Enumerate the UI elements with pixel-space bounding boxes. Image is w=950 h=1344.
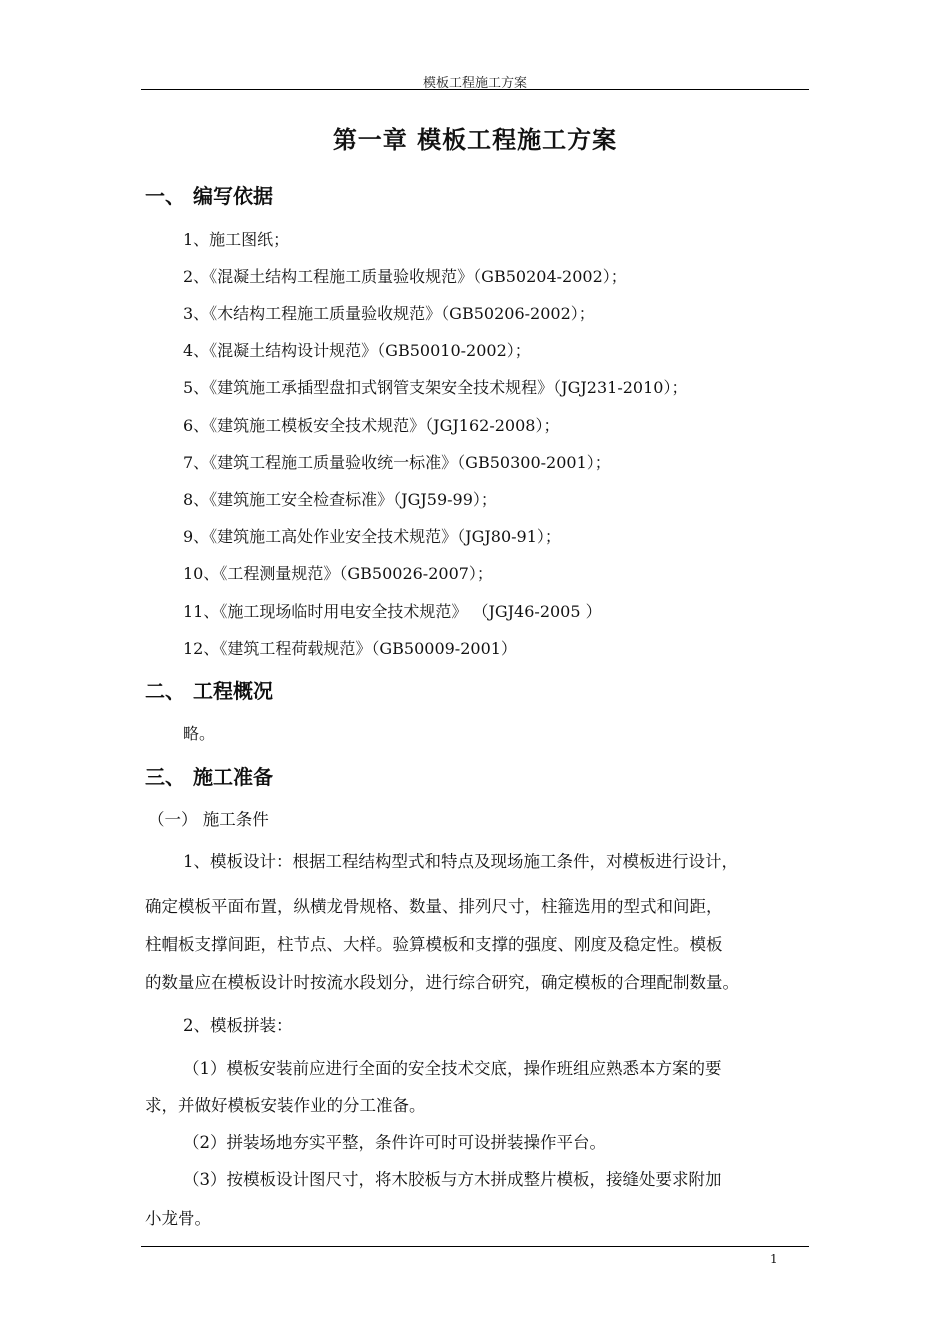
list-item: 2、《混凝土结构工程施工质量验收规范》（GB50204-2002）； [183,267,627,286]
section-number: 三、 [145,765,185,789]
section-title: 编写依据 [193,184,273,208]
list-item: 12、《建筑工程荷载规范》（GB50009-2001） [183,639,517,658]
paragraph-line: 的数量应在模板设计时按流水段划分，进行综合研究，确定模板的合理配制数量。 [145,973,739,992]
paragraph-line: 确定模板平面布置，纵横龙骨规格、数量、排列尺寸，柱箍选用的型式和间距， [145,897,723,916]
chapter-title: 第一章 模板工程施工方案 [332,126,618,154]
header-rule [141,89,809,90]
paragraph: 2、模板拼装： [183,1016,293,1035]
list-item: 5、《建筑施工承插型盘扣式钢管支架安全技术规程》（JGJ231-2010）； [183,378,688,397]
section-number: 二、 [145,679,185,703]
paragraph-line: 求，并做好模板安装作业的分工准备。 [145,1096,426,1115]
running-header: 模板工程施工方案 [422,76,527,91]
list-item: 10、《工程测量规范》（GB50026-2007）； [183,564,493,583]
section-heading-1 [145,180,273,209]
section-number: 一、 [145,184,185,208]
list-item: 6、《建筑施工模板安全技术规范》（JGJ162-2008）； [183,416,560,435]
paragraph-line: 1、模板设计：根据工程结构型式和特点及现场施工条件，对模板进行设计， [183,852,738,871]
section-heading-3 [145,761,273,790]
section-title: 工程概况 [193,679,273,703]
list-item: 4、《混凝土结构设计规范》（GB50010-2002）； [183,341,531,360]
list-item: 3、《木结构工程施工质量验收规范》（GB50206-2002）； [183,304,595,323]
list-item: 1、施工图纸； [183,230,290,249]
section-title: 施工准备 [193,765,273,789]
footer-rule [141,1246,809,1247]
list-item: 11、《施工现场临时用电安全技术规范》 （JGJ46-2005 ） [183,602,602,621]
section-heading-2 [145,675,273,704]
paragraph: （2）拼装场地夯实平整，条件许可时可设拼装操作平台。 [183,1133,606,1152]
subsection-heading: （一） 施工条件 [148,810,269,829]
list-item: 8、《建筑施工安全检查标准》（JGJ59-99）； [183,490,497,509]
list-item: 7、《建筑工程施工质量验收统一标准》（GB50300-2001）； [183,453,611,472]
page-number: 1 [770,1252,778,1266]
paragraph-line: 小龙骨。 [145,1209,211,1228]
paragraph-line: （1）模板安装前应进行全面的安全技术交底，操作班组应熟悉本方案的要 [183,1059,722,1078]
section-body: 略。 [183,724,216,743]
paragraph-line: （3）按模板设计图尺寸，将木胶板与方木拼成整片模板，接缝处要求附加 [183,1170,722,1189]
paragraph-line: 柱帽板支撑间距，柱节点、大样。验算模板和支撑的强度、刚度及稳定性。模板 [145,935,723,954]
list-item: 9、《建筑施工高处作业安全技术规范》（JGJ80-91）； [183,527,561,546]
